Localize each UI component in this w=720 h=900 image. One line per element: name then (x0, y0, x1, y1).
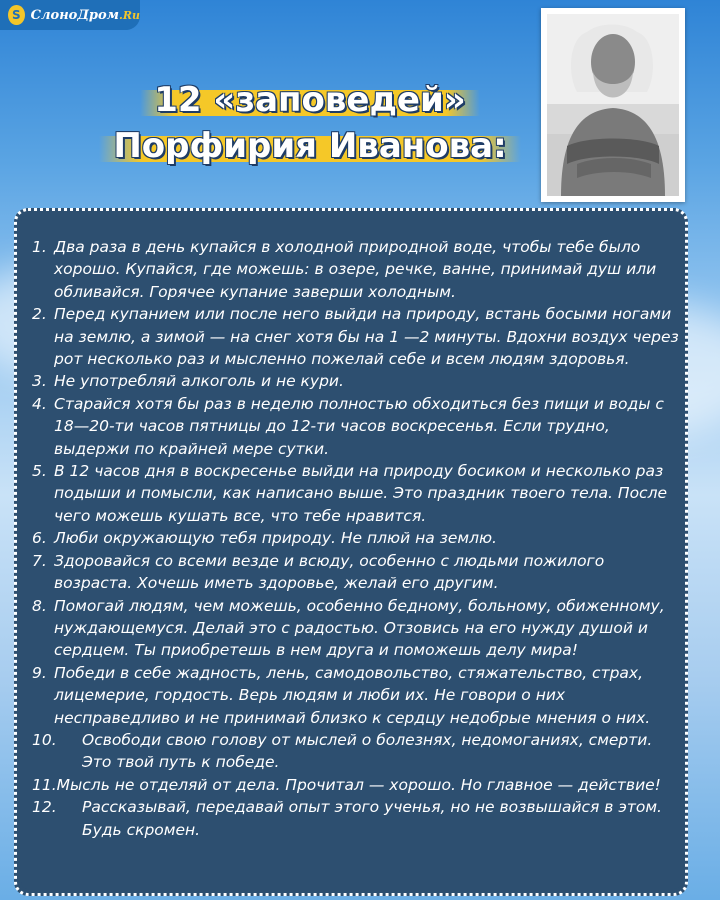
portrait-illustration (547, 14, 679, 196)
list-item: 6. Люби окружающую тебя природу. Не плюй на землю. (32, 529, 497, 548)
list-item: 8. Помогай людям, чем можешь, особенно бедному, больному, обиженному, нуждающемуся. Делай это с радостью. Отзовись на его нужду душой и сердцем. Ты приобретешь в нем друга и поможешь делу мира! (32, 596, 665, 660)
site-logo[interactable] (0, 0, 140, 30)
list-item: 5. В 12 часов дня в воскресенье выйди на природу босиком и несколько раз подыши и помысли, как написано выше. Это праздник твоего тела. После чего можешь кушать все, что тебе нравится. (32, 462, 668, 525)
site-name: СлоноДром.Ru (30, 7, 140, 23)
list-item: 9. Победи в себе жадность, лень, самодовольство, стяжательство, страх, лицемерие, гордость. Верь людям и люби их. Не говори о них несправедливо и не принимай близко к сердцу недобрые мнения о них. (32, 663, 651, 727)
page-title (90, 80, 530, 166)
list-item: 10. Освободи свою голову от мыслей о болезнях, недомоганиях, смерти. Это твой путь к победе. (32, 730, 653, 772)
list-item: 3. Не употребляй алкоголь и не кури. (32, 372, 344, 391)
elephant-icon: S (8, 5, 25, 25)
rules-list (32, 236, 682, 841)
list-item: 2. Перед купанием или после него выйди на природу, встань босыми ногами на землю, а зимой — на снег хотя бы на 1 —2 минуты. Вдохни воздух через рот несколько раз и мысленно пожелай себе и всем людям здоровья. (32, 305, 679, 369)
list-item: 11. Мысль не отделяй от дела. Прочитал — хорошо. Но главное — действие! (32, 775, 661, 794)
list-item: 4. Старайся хотя бы раз в неделю полностью обходиться без пищи и воды с 18—20-ти часов пятницы до 12-ти часов воскресенья. Если трудно, выдержи по крайней мере сутки. (32, 394, 664, 458)
title-line-2: Порфирия Иванова: (99, 126, 520, 166)
list-item: 12. Рассказывай, передавай опыт этого ученья, но не возвышайся в этом. Будь скромен. (32, 798, 662, 839)
title-line-1: 12 «заповедей» (140, 80, 480, 120)
list-item: 1. Два раза в день купайся в холодной природной воде, чтобы тебе было хорошо. Купайся, где можешь: в озере, речке, ванне, принимай душ или обливайся. Горячее купание заверши холодным. (32, 238, 657, 301)
portrait-photo (541, 8, 685, 202)
list-item: 7. Здоровайся со всеми везде и всюду, особенно с людьми пожилого возраста. Хочешь иметь здоровье, желай его другим. (32, 551, 605, 593)
